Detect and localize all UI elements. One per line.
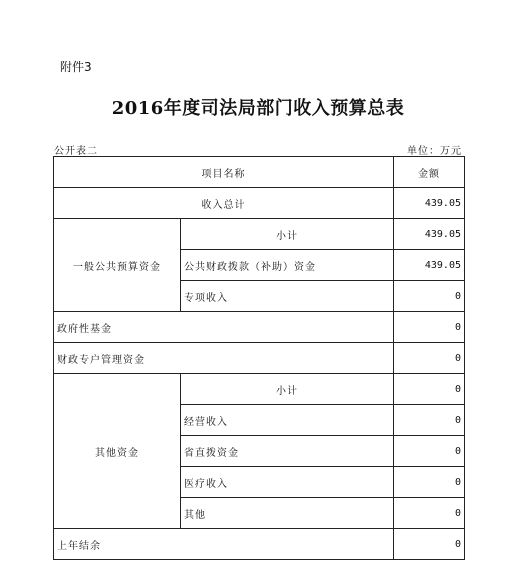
prior-balance-amount: 0 — [394, 529, 465, 560]
row-amount: 439.05 — [394, 219, 465, 250]
row-label: 医疗收入 — [181, 467, 394, 498]
page-title: 2016年度司法局部门收入预算总表 — [111, 98, 405, 119]
table-row — [54, 529, 465, 560]
attachment-label: 附件3 — [60, 60, 92, 74]
table-code: 公开表二 — [54, 146, 98, 157]
row-label: 小计 — [181, 219, 394, 250]
row-amount: 0 — [394, 498, 465, 529]
total-label: 收入总计 — [54, 188, 394, 219]
table-row — [54, 343, 465, 374]
table-header-row — [54, 157, 465, 188]
row-label: 专项收入 — [181, 281, 394, 312]
special-account-label: 财政专户管理资金 — [54, 343, 394, 374]
general-budget-label: 一般公共预算资金 — [54, 219, 181, 312]
special-account-amount: 0 — [394, 343, 465, 374]
row-amount: 0 — [394, 281, 465, 312]
gov-fund-amount: 0 — [394, 312, 465, 343]
unit-label: 单位：万元 — [407, 146, 462, 157]
header-item-name: 项目名称 — [54, 157, 394, 188]
row-amount: 0 — [394, 374, 465, 405]
row-amount: 439.05 — [394, 250, 465, 281]
table-row — [54, 219, 465, 250]
header-amount: 金额 — [394, 157, 465, 188]
row-amount: 0 — [394, 467, 465, 498]
row-amount: 0 — [394, 405, 465, 436]
row-label: 其他 — [181, 498, 394, 529]
row-label: 小计 — [181, 374, 394, 405]
row-label: 经营收入 — [181, 405, 394, 436]
total-amount: 439.05 — [394, 188, 465, 219]
gov-fund-label: 政府性基金 — [54, 312, 394, 343]
prior-balance-label: 上年结余 — [54, 529, 394, 560]
table-row — [54, 374, 465, 405]
budget-table — [53, 156, 465, 560]
row-label: 省直拨资金 — [181, 436, 394, 467]
row-amount: 0 — [394, 436, 465, 467]
table-row — [54, 312, 465, 343]
table-row — [54, 188, 465, 219]
row-label: 公共财政拨款（补助）资金 — [181, 250, 394, 281]
other-funds-label: 其他资金 — [54, 374, 181, 529]
